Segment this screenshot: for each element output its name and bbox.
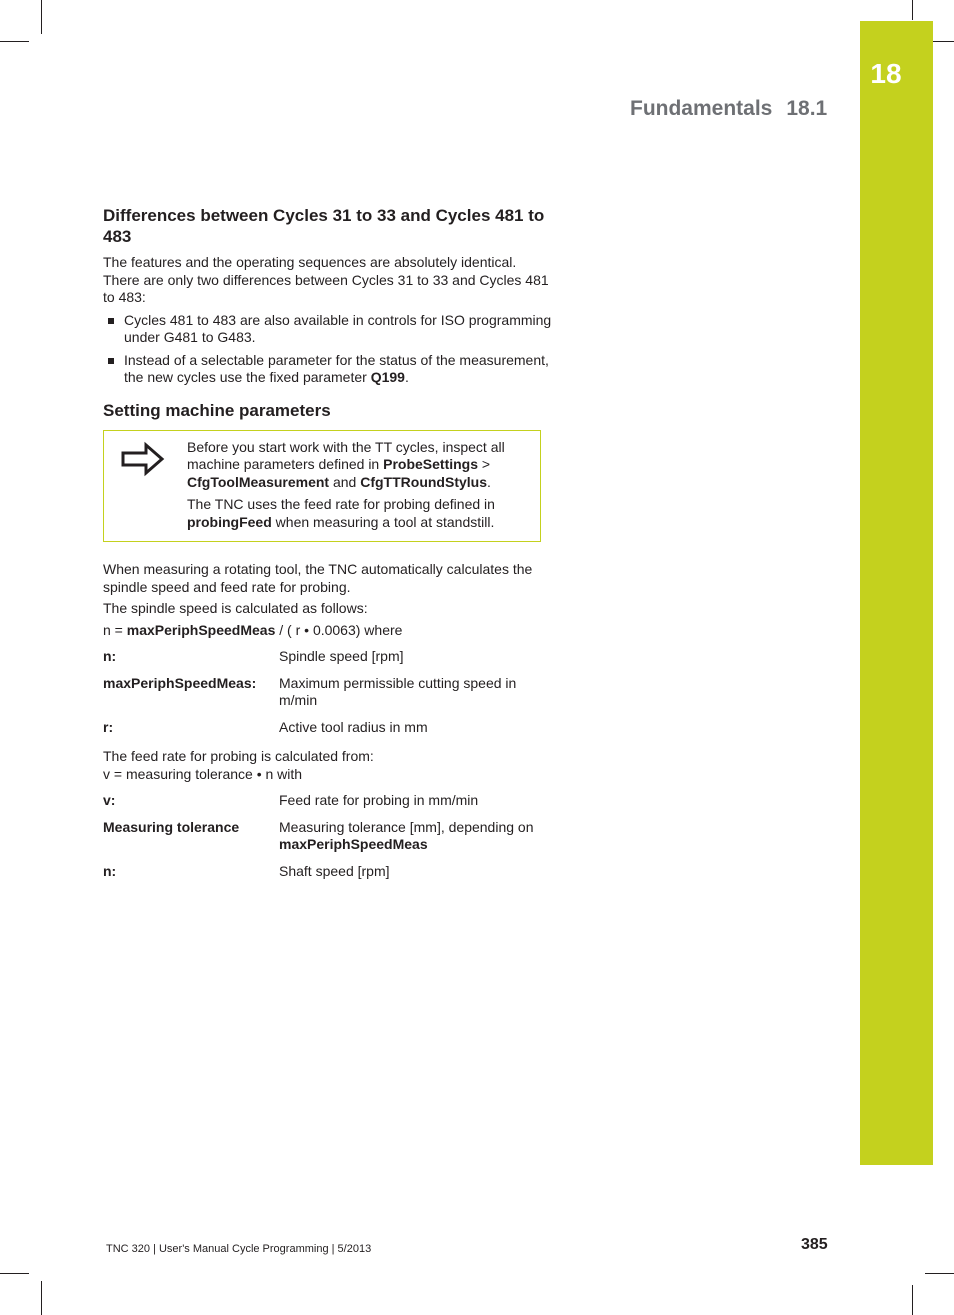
definition-row xyxy=(103,819,555,854)
list-item-text: Instead of a selectable parameter for the status of the measurement, the new cycles use the fixed parameter xyxy=(124,351,549,385)
bullet-list xyxy=(103,312,555,387)
definition-list xyxy=(103,792,555,880)
footer-text: TNC 320 | User's Manual Cycle Programming | 5/2013 xyxy=(106,1243,372,1255)
parameter-name: CfgTTRoundStylus xyxy=(360,473,487,490)
parameter-name: Q199 xyxy=(370,369,405,385)
definition-description: Spindle speed [rpm] xyxy=(279,648,404,664)
crop-mark xyxy=(41,1281,42,1315)
list-item-text-end: . xyxy=(404,369,409,385)
page-content xyxy=(103,205,555,889)
section-heading: Differences between Cycles 31 to 33 and Cycles 481 to 483 xyxy=(103,206,545,246)
note-box xyxy=(103,430,541,543)
definition-row xyxy=(103,648,555,666)
definition-row xyxy=(103,675,555,710)
paragraph: The features and the operating sequences are absolutely identical. There are only two differences between Cycles 31 to 33 and Cycles 481 to 483: xyxy=(103,254,549,305)
definition-text: Measuring tolerance [mm], depending on xyxy=(279,818,534,835)
chapter-number: 18 xyxy=(870,58,902,89)
parameter-name: maxPeriphSpeedMeas xyxy=(126,621,276,638)
note-text: and xyxy=(329,473,361,490)
definition-list xyxy=(103,648,555,736)
definition-description: Feed rate for probing in mm/min xyxy=(279,792,479,808)
definition-term: maxPeriphSpeedMeas: xyxy=(103,674,257,691)
definition-description: Active tool radius in mm xyxy=(279,718,428,735)
bullet-square-icon xyxy=(108,358,114,364)
list-item xyxy=(103,312,555,347)
crop-mark xyxy=(0,1273,29,1274)
page-number: 385 xyxy=(801,1236,828,1253)
running-head xyxy=(630,97,827,121)
definition-row xyxy=(103,719,555,737)
parameter-name: ProbeSettings xyxy=(383,456,479,472)
list-item xyxy=(103,352,555,387)
formula xyxy=(103,622,555,640)
definition-description: Maximum permissible cutting speed in m/min xyxy=(279,674,517,708)
definition-row xyxy=(103,792,555,810)
paragraph: The feed rate for probing is calculated from: xyxy=(103,748,374,764)
note-text: > xyxy=(478,456,491,472)
list-item-text: Cycles 481 to 483 are also available in controls for ISO programming under G481 to G483. xyxy=(124,311,552,345)
formula-text: n = xyxy=(103,621,127,638)
formula-text: / ( r • 0.0063) where xyxy=(275,621,403,638)
note-text: The TNC uses the feed rate for probing defined in xyxy=(187,496,495,512)
crop-mark xyxy=(925,1273,954,1274)
chapter-tab xyxy=(860,21,933,1165)
definition-description: Shaft speed [rpm] xyxy=(279,862,390,879)
running-head-section: 18.1 xyxy=(786,97,828,120)
definition-term: n: xyxy=(103,862,117,879)
definition-row xyxy=(103,863,555,881)
section-heading: Setting machine parameters xyxy=(103,400,331,420)
note-text: . xyxy=(487,473,491,490)
crop-mark xyxy=(0,41,29,42)
definition-term: Measuring tolerance xyxy=(103,818,240,835)
arrow-right-icon xyxy=(120,441,166,477)
running-head-title: Fundamentals xyxy=(630,97,773,120)
parameter-name: probingFeed xyxy=(187,513,272,530)
paragraph: The spindle speed is calculated as follows: xyxy=(103,600,368,616)
crop-mark xyxy=(912,1285,913,1315)
note-text: Before you start work with the TT cycles, inspect all machine parameters defined in xyxy=(187,438,505,472)
definition-term: n: xyxy=(103,648,117,664)
definition-term: v: xyxy=(103,792,116,808)
crop-mark xyxy=(41,0,42,34)
note-paragraph xyxy=(187,439,530,492)
note-text: when measuring a tool at standstill. xyxy=(271,513,495,530)
bullet-square-icon xyxy=(108,318,114,324)
parameter-name: maxPeriphSpeedMeas xyxy=(279,836,428,852)
crop-mark xyxy=(912,0,913,20)
definition-description xyxy=(279,819,541,854)
parameter-name: CfgToolMeasurement xyxy=(187,473,330,490)
note-paragraph xyxy=(187,496,530,531)
formula: v = measuring tolerance • n with xyxy=(103,765,303,782)
definition-term: r: xyxy=(103,718,114,735)
paragraph: When measuring a rotating tool, the TNC automatically calculates the spindle speed and feed rate for probing. xyxy=(103,561,533,595)
